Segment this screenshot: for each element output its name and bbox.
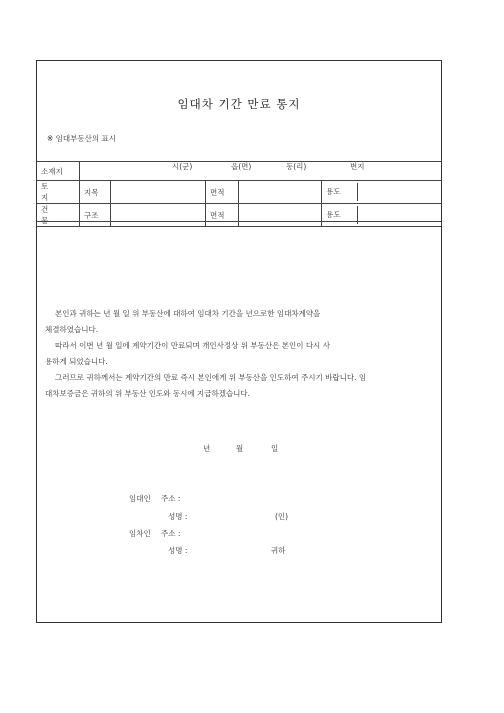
eup-label: 읍(면) <box>231 162 252 171</box>
building-row <box>37 204 441 227</box>
beonji-label: 번지 <box>350 162 365 171</box>
paragraph-1-line-1: 본인과 귀하는 년 월 일 위 부동산에 대하여 임대차 기간을 년으로한 임대차계약을 <box>55 309 321 318</box>
land-use-label: 용도 <box>326 187 341 196</box>
location-address-cell <box>80 162 442 181</box>
tenant-label: 임차인 <box>129 529 151 538</box>
paragraph-1-line-2: 체결하였습니다. <box>45 325 99 334</box>
dong-label: 동(리) <box>286 162 307 171</box>
tenant-address-label: 주소 : <box>161 529 181 538</box>
land-area-label: 면적 <box>206 181 239 204</box>
building-use-label: 용도 <box>326 210 341 219</box>
land-label: 토 지 <box>37 181 80 204</box>
land-use-cell <box>322 181 442 204</box>
building-area-label: 면적 <box>206 204 239 227</box>
landlord-seal-mark: (인) <box>275 512 289 521</box>
location-label: 소재지 <box>37 162 80 181</box>
paragraph-2-line-1: 따라서 이번 년 월 일에 계약기간이 만료되며 개인사정상 위 부동산은 본인이 다시 사 <box>55 341 330 350</box>
section-divider <box>37 221 441 222</box>
si-label: 시(군) <box>172 162 193 171</box>
landlord-address-label: 주소 : <box>161 494 181 503</box>
location-row <box>37 162 441 181</box>
property-table <box>37 161 441 227</box>
tenant-recipient-suffix: 귀하 <box>271 546 286 555</box>
land-area-value[interactable] <box>239 181 322 204</box>
building-structure-label: 구조 <box>80 204 111 227</box>
land-use-value[interactable] <box>357 183 428 201</box>
tenant-name-label: 성명 : <box>168 546 188 555</box>
notice-body <box>45 306 433 402</box>
date-month: 월 <box>236 444 244 453</box>
date-year: 년 <box>203 444 211 453</box>
land-category-label: 지목 <box>80 181 111 204</box>
property-section-label: ※ 임대부동산의 표시 <box>47 134 117 143</box>
building-area-value[interactable] <box>239 204 322 227</box>
paragraph-3-line-1: 그러므로 귀하께서는 계약기간의 만료 즉시 본인에게 위 부동산을 인도하여 주시기 바랍니다. 임 <box>55 373 367 382</box>
land-row <box>37 181 441 204</box>
document-title: 임대차 기간 만료 통지 <box>177 97 301 111</box>
building-structure-value[interactable] <box>111 204 206 227</box>
paragraph-2-line-2: 용하게 되었습니다. <box>45 357 108 366</box>
building-use-cell <box>322 204 442 227</box>
land-category-value[interactable] <box>111 181 206 204</box>
paragraph-3-line-2: 대차보증금은 귀하의 위 부동산 인도와 동시에 지급하겠습니다. <box>45 389 251 398</box>
landlord-name-label: 성명 : <box>168 512 188 521</box>
document-frame <box>36 60 442 623</box>
date-day: 일 <box>271 444 279 453</box>
building-label: 건 물 <box>37 204 80 227</box>
landlord-label: 임대인 <box>129 494 151 503</box>
